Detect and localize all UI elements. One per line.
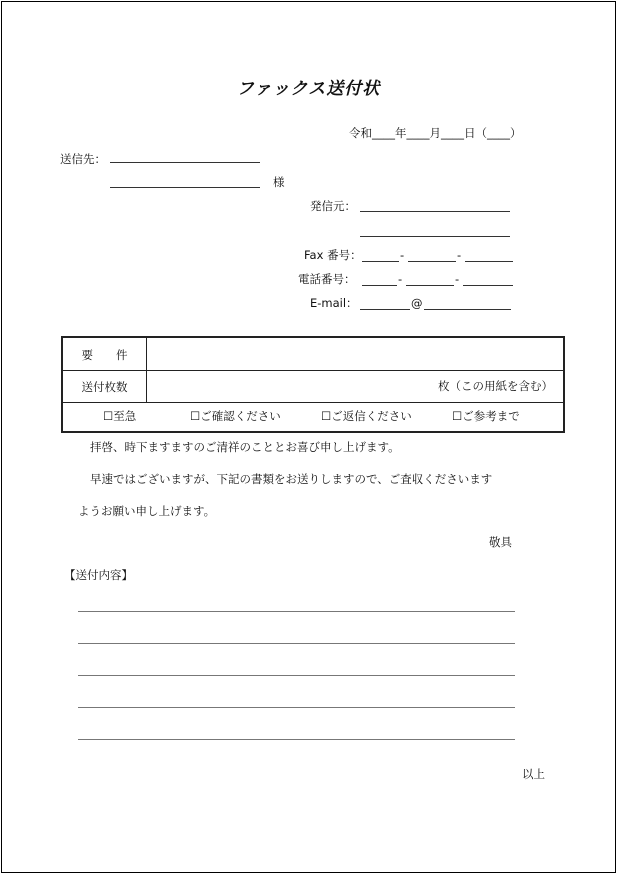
fax-label: Fax 番号：	[304, 248, 362, 262]
subject-row	[63, 338, 563, 371]
email-at-sign: @	[411, 296, 423, 310]
phone-part-3[interactable]	[463, 285, 513, 286]
recipient-line-2[interactable]	[110, 187, 260, 188]
recipient-honorific: 様	[273, 175, 285, 189]
document-title: ファックス送付状	[236, 79, 381, 99]
greeting-line-2: 早速ではございますが、下記の書類をお送りしますので、ご査収くださいます	[90, 472, 493, 486]
email-label: E-mail：	[310, 296, 358, 310]
recipient-label: 送信先：	[60, 152, 106, 166]
checkbox-please-reply[interactable]: ☐ご返信ください	[321, 409, 412, 423]
pages-label: 送付枚数	[81, 380, 128, 394]
checkbox-urgent[interactable]: ☐至急	[103, 409, 137, 423]
table-column-divider	[146, 338, 147, 403]
fax-part-2[interactable]	[408, 261, 456, 262]
fax-part-1[interactable]	[362, 261, 399, 262]
greeting-line-1: 拝啓、時下ますますのご清祥のこととお喜び申し上げます。	[90, 440, 400, 454]
content-line-2[interactable]	[78, 643, 515, 644]
checkbox-please-confirm[interactable]: ☐ご確認ください	[190, 409, 281, 423]
closing-text: 敬具	[489, 535, 512, 549]
checkbox-for-reference[interactable]: ☐ご参考まで	[452, 409, 520, 423]
content-line-4[interactable]	[78, 707, 515, 708]
date-line: 令和____年____月____日（____）	[349, 126, 522, 140]
subject-label: 要 件	[81, 348, 128, 362]
content-line-5[interactable]	[78, 739, 515, 740]
fax-part-3[interactable]	[465, 261, 513, 262]
recipient-line-1[interactable]	[110, 162, 260, 163]
fax-dash-2: -	[457, 248, 462, 262]
pages-suffix: 枚（この用紙を含む）	[438, 379, 553, 393]
email-domain-part[interactable]	[424, 309, 511, 310]
contents-heading: 【送付内容】	[64, 568, 133, 582]
phone-part-2[interactable]	[406, 285, 454, 286]
sender-origin-line-2[interactable]	[360, 236, 510, 237]
sender-origin-line-1[interactable]	[360, 211, 510, 212]
end-mark: 以上	[522, 767, 545, 781]
email-local-part[interactable]	[360, 309, 410, 310]
content-line-1[interactable]	[78, 611, 515, 612]
phone-part-1[interactable]	[362, 285, 397, 286]
sender-origin-label: 発信元：	[310, 199, 356, 213]
greeting-line-3: ようお願い申し上げます。	[78, 504, 216, 518]
fax-cover-page	[1, 1, 616, 873]
phone-dash-2: -	[455, 272, 460, 286]
content-line-3[interactable]	[78, 675, 515, 676]
info-table	[61, 336, 565, 433]
phone-dash-1: -	[398, 272, 403, 286]
fax-dash-1: -	[400, 248, 405, 262]
phone-label: 電話番号：	[298, 272, 356, 286]
pages-row	[63, 371, 563, 403]
